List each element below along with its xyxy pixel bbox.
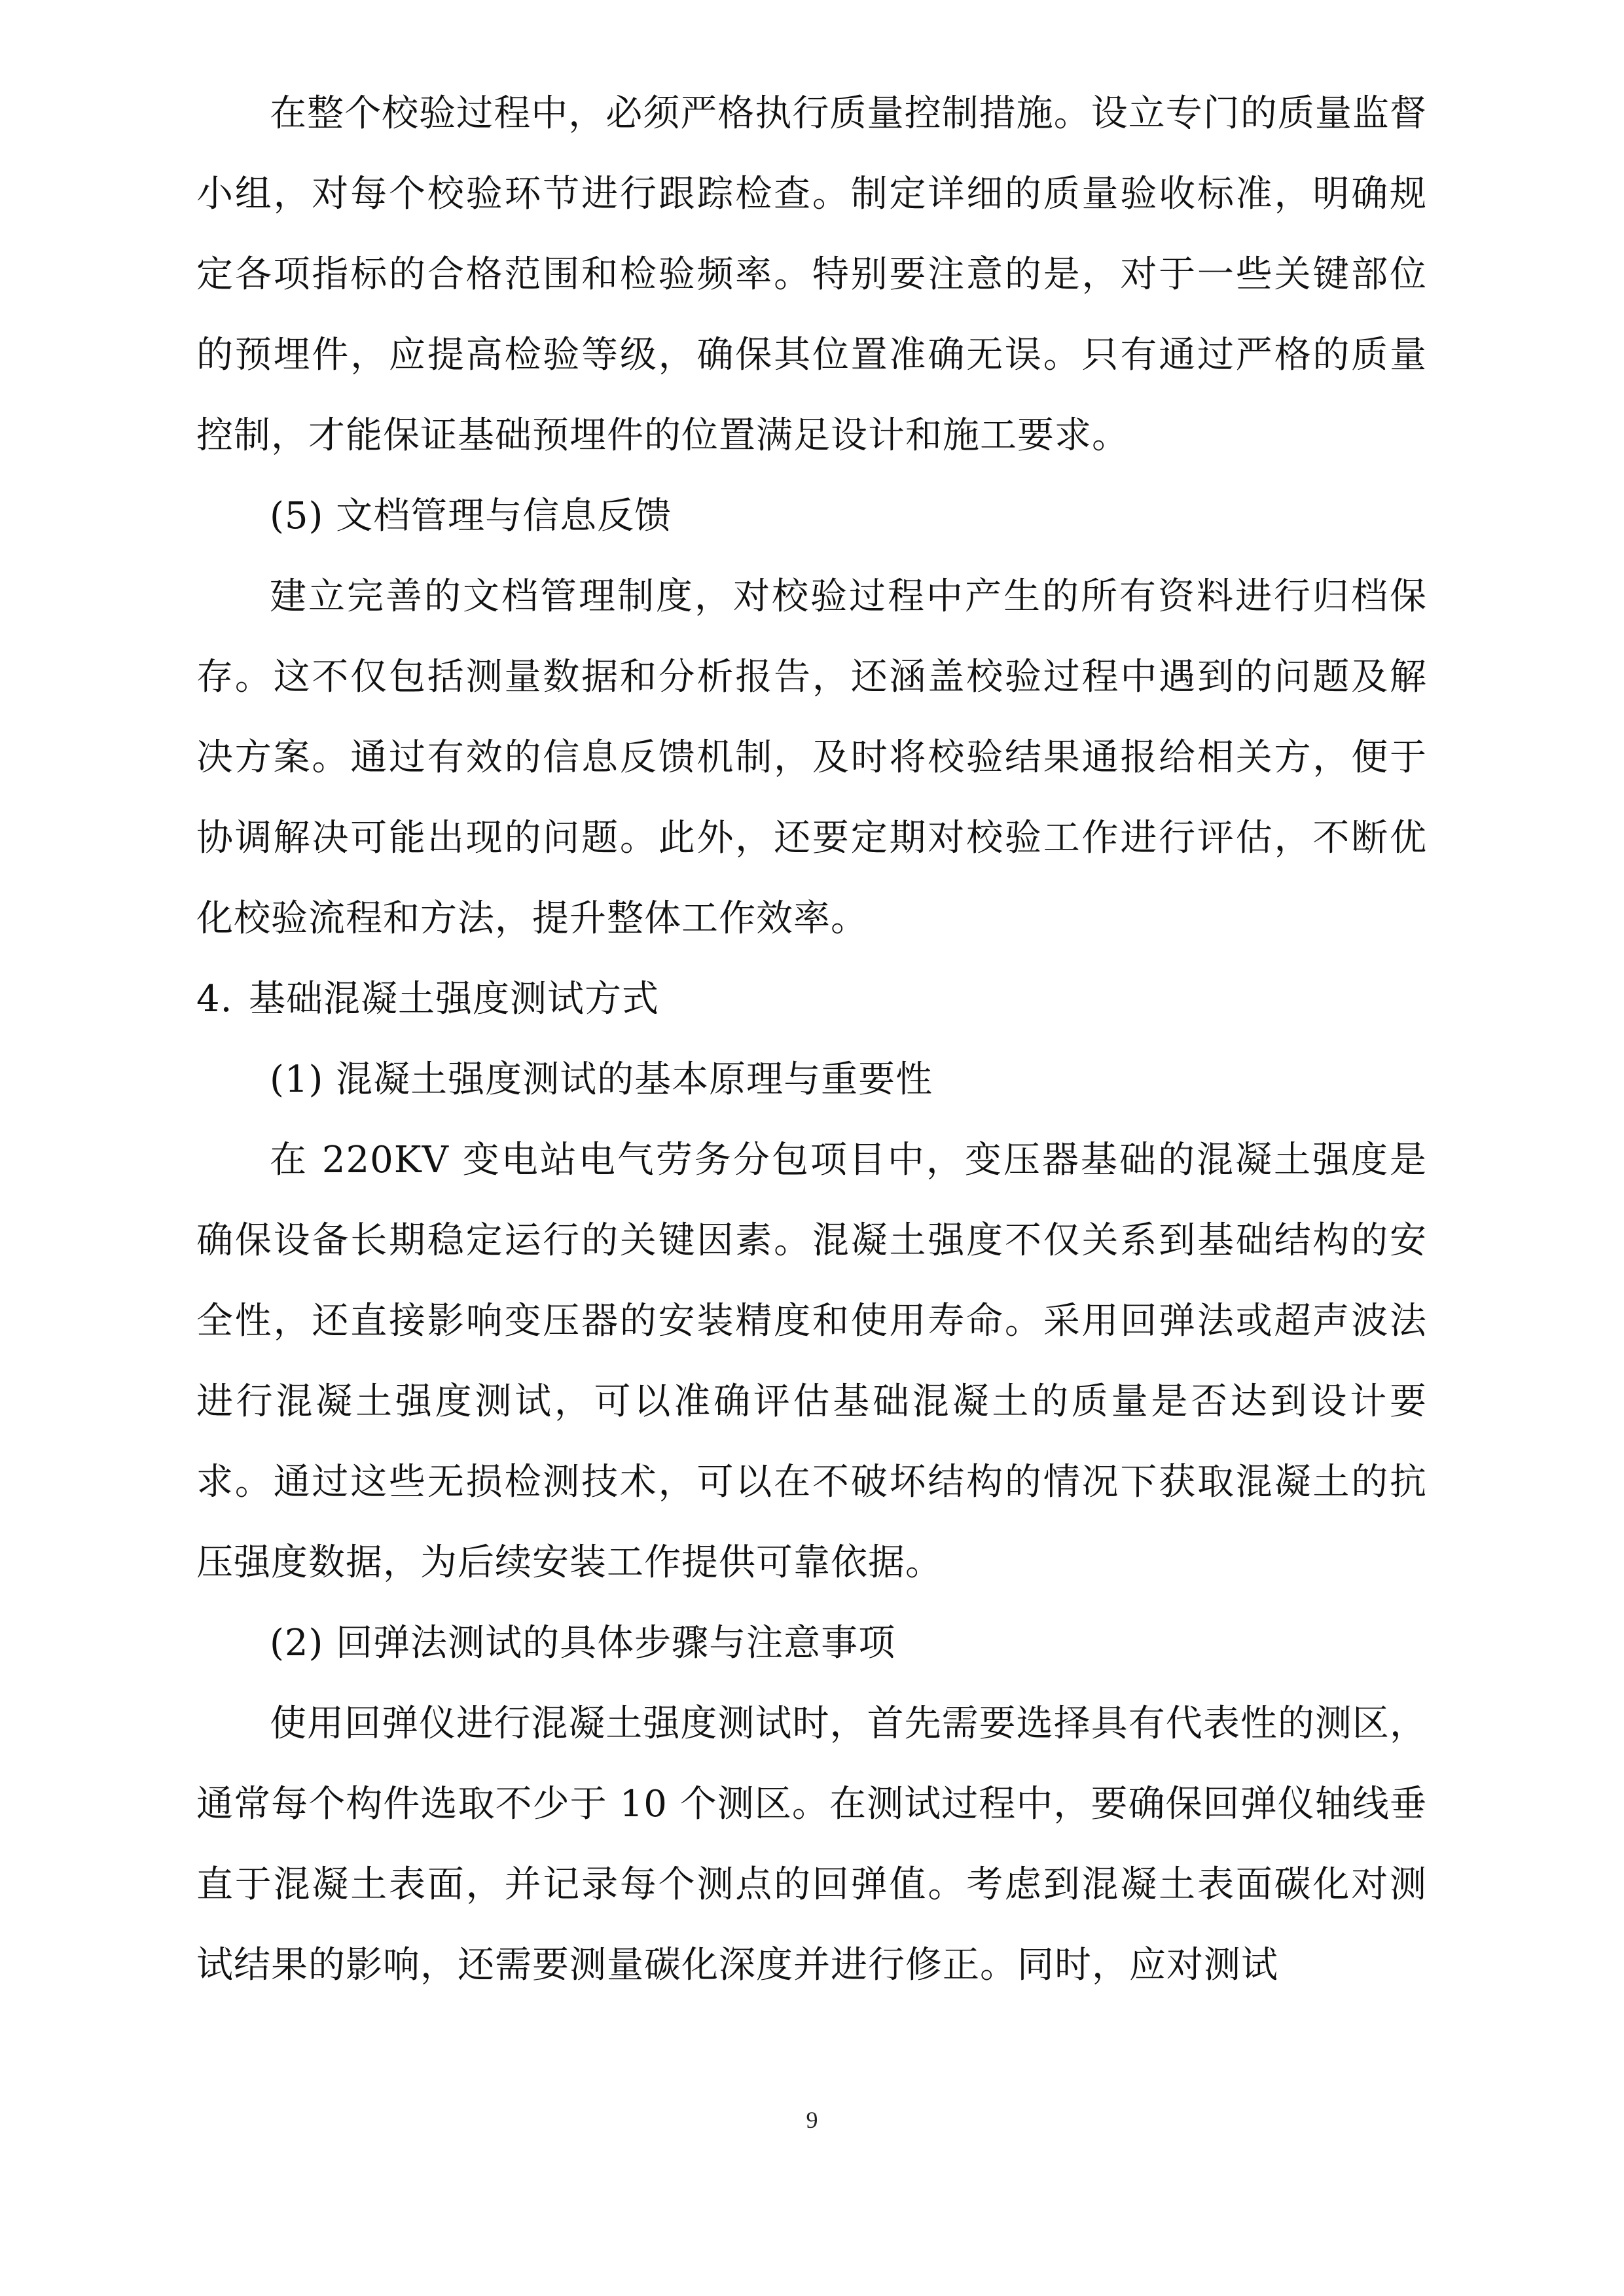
page-number: 9 <box>806 2107 818 2133</box>
section-number: 4. <box>196 978 233 1020</box>
subheading-document-management: (5) 文档管理与信息反馈 <box>270 495 672 537</box>
paragraph-quality-control: 在整个校验过程中，必须严格执行质量控制措施。设立专门的质量监督小组，对每个校验环节进行跟踪检查。制定详细的质量验收标准，明确规定各项指标的合格范围和检验频率。特别要注意的是，对于一些关键部位的预埋件，应提高检验等级，确保其位置准确无误。只有通过严格的质量控制，才能保证基础预埋件的位置满足设计和施工要求。 <box>196 92 1427 457</box>
paragraph-document-management: 建立完善的文档管理制度，对校验过程中产生的所有资料进行归档保存。这不仅包括测量数据和分析报告，还涵盖校验过程中遇到的问题及解决方案。通过有效的信息反馈机制，及时将校验结果通报给相关方，便于协调解决可能出现的问题。此外，还要定期对校验工作进行评估，不断优化校验流程和方法，提升整体工作效率。 <box>196 575 1427 940</box>
subheading-rebound-method: (2) 回弹法测试的具体步骤与注意事项 <box>270 1622 896 1664</box>
section-heading-concrete-strength <box>196 959 1427 1039</box>
paragraph-basic-principle: 在 220KV 变电站电气劳务分包项目中，变压器基础的混凝土强度是确保设备长期稳定运行的关键因素。混凝土强度不仅关系到基础结构的安全性，还直接影响变压器的安装精度和使用寿命。采用回弹法或超声波法进行混凝土强度测试，可以准确评估基础混凝土的质量是否达到设计要求。通过这些无损检测技术，可以在不破坏结构的情况下获取混凝土的抗压强度数据，为后续安装工作提供可靠依据。 <box>196 1139 1427 1584</box>
paragraph-rebound-method: 使用回弹仪进行混凝土强度测试时，首先需要选择具有代表性的测区，通常每个构件选取不少于 10 个测区。在测试过程中，要确保回弹仪轴线垂直于混凝土表面，并记录每个测点的回弹值。考虑到混凝土表面碳化对测试结果的影响，还需要测量碳化深度并进行修正。同时，应对测试 <box>196 1702 1427 1986</box>
body-text <box>196 73 1427 2005</box>
subheading-basic-principle: (1) 混凝土强度测试的基本原理与重要性 <box>270 1058 933 1101</box>
section-title: 基础混凝土强度测试方式 <box>249 978 659 1020</box>
